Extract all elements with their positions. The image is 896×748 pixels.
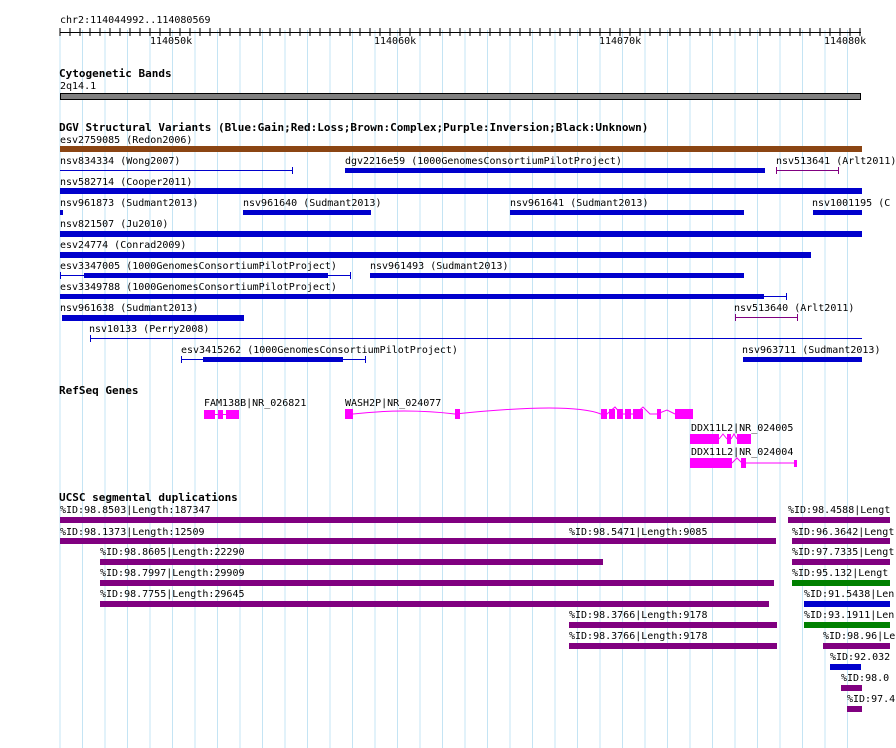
variant-line[interactable] xyxy=(90,338,862,339)
variant-bar[interactable] xyxy=(370,273,744,278)
variant-bar[interactable] xyxy=(60,252,811,258)
segdup-label[interactable]: %ID:98.8605|Length:22290 xyxy=(100,547,245,558)
variant-end-tick xyxy=(776,167,777,174)
variant-bar[interactable] xyxy=(60,294,764,299)
segdup-label[interactable]: %ID:91.5438|Len xyxy=(804,589,895,600)
variant-label[interactable]: nsv961641 (Sudmant2013) xyxy=(510,198,649,209)
ruler-tick-label: 114080k xyxy=(824,36,867,47)
segdup-label[interactable]: %ID:98.7755|Length:29645 xyxy=(100,589,245,600)
gene-exon[interactable] xyxy=(657,409,661,419)
segdup-label[interactable]: %ID:95.132|Lengt xyxy=(792,568,889,579)
variant-label[interactable]: nsv513641 (Arlt2011) xyxy=(776,156,896,167)
variant-label[interactable]: esv24774 (Conrad2009) xyxy=(60,240,187,251)
segdup-bar[interactable] xyxy=(792,580,890,586)
segdup-bar[interactable] xyxy=(788,517,890,523)
segdup-bar[interactable] xyxy=(60,517,776,523)
variant-end-tick xyxy=(786,293,787,300)
variant-bar[interactable] xyxy=(510,210,744,215)
segdup-bar[interactable] xyxy=(60,538,776,544)
segdup-label[interactable]: %ID:97.4 xyxy=(847,694,896,705)
variant-label[interactable]: esv3347005 (1000GenomesConsortiumPilotProject) xyxy=(60,261,337,272)
variant-bar[interactable] xyxy=(60,231,862,237)
segdup-label[interactable]: %ID:98.1373|Length:12509 xyxy=(60,527,205,538)
variant-line[interactable] xyxy=(735,317,798,318)
variant-label[interactable]: nsv10133 (Perry2008) xyxy=(89,324,210,335)
gene-exon[interactable] xyxy=(794,460,797,467)
variant-bar[interactable] xyxy=(84,273,328,278)
variant-label[interactable]: nsv834334 (Wong2007) xyxy=(60,156,181,167)
variant-label[interactable]: nsv582714 (Cooper2011) xyxy=(60,177,193,188)
segdup-label[interactable]: %ID:98.96|Le xyxy=(823,631,896,642)
segdup-label[interactable]: %ID:98.3766|Length:9178 xyxy=(569,631,708,642)
variant-bar[interactable] xyxy=(813,210,862,215)
ruler-line xyxy=(60,32,861,33)
variant-end-tick xyxy=(90,335,91,342)
variant-label[interactable]: nsv961873 (Sudmant2013) xyxy=(60,198,199,209)
cytoband-track-title[interactable]: Cytogenetic Bands xyxy=(59,67,172,80)
variant-label[interactable]: nsv1001195 (C xyxy=(812,198,891,209)
gene-exon[interactable] xyxy=(601,409,607,419)
segdup-bar[interactable] xyxy=(792,538,890,544)
segdup-bar[interactable] xyxy=(569,643,777,649)
gene-label[interactable]: WASH2P|NR_024077 xyxy=(345,398,442,409)
gene-exon[interactable] xyxy=(625,409,631,419)
segdup-label[interactable]: %ID:98.0 xyxy=(841,673,890,684)
variant-label[interactable]: esv3415262 (1000GenomesConsortiumPilotProject) xyxy=(181,345,458,356)
cytoband-bar[interactable] xyxy=(60,93,861,100)
segdup-bar[interactable] xyxy=(100,559,603,565)
variant-label[interactable]: dgv2216e59 (1000GenomesConsortiumPilotProject) xyxy=(345,156,622,167)
variant-bar[interactable] xyxy=(243,210,371,215)
variant-end-tick xyxy=(365,356,366,363)
gene-exon[interactable] xyxy=(455,409,460,419)
segdup-bar[interactable] xyxy=(569,622,777,628)
variant-bar[interactable] xyxy=(203,357,343,362)
cytoband-label: 2q14.1 xyxy=(60,81,97,92)
gene-exon[interactable] xyxy=(617,409,623,419)
segdup-label[interactable]: %ID:93.1911|Len xyxy=(804,610,895,621)
variant-bar[interactable] xyxy=(60,210,63,215)
segdup-label[interactable]: %ID:98.7997|Length:29909 xyxy=(100,568,245,579)
variant-line[interactable] xyxy=(60,170,292,171)
gene-exon[interactable] xyxy=(741,458,746,468)
variant-bar[interactable] xyxy=(62,315,244,321)
variant-label[interactable]: nsv963711 (Sudmant2013) xyxy=(742,345,881,356)
ruler-tick-label: 114070k xyxy=(599,36,642,47)
segdup-bar[interactable] xyxy=(830,664,861,670)
segdup-label[interactable]: %ID:98.4588|Lengt xyxy=(788,505,891,516)
variant-label[interactable]: nsv821507 (Ju2010) xyxy=(60,219,169,230)
variant-bar[interactable] xyxy=(60,146,862,152)
gene-exon[interactable] xyxy=(204,410,215,419)
variant-label[interactable]: nsv961640 (Sudmant2013) xyxy=(243,198,382,209)
segdup-bar[interactable] xyxy=(804,622,890,628)
gene-label[interactable]: DDX11L2|NR_024005 xyxy=(691,423,794,434)
dgv-track-title[interactable]: DGV Structural Variants (Blue:Gain;Red:Loss;Brown:Complex;Purple:Inversion;Black:Unknown) xyxy=(59,121,649,134)
ruler-tick-label: 114050k xyxy=(150,36,193,47)
gene-exon[interactable] xyxy=(727,434,731,444)
variant-label[interactable]: nsv961638 (Sudmant2013) xyxy=(60,303,199,314)
variant-bar[interactable] xyxy=(743,357,862,362)
gene-exon[interactable] xyxy=(690,458,732,468)
variant-label[interactable]: nsv513640 (Arlt2011) xyxy=(734,303,855,314)
variant-end-tick xyxy=(735,314,736,321)
segdup-bar[interactable] xyxy=(100,601,769,607)
segdup-bar[interactable] xyxy=(804,601,890,607)
variant-end-tick xyxy=(181,356,182,363)
variant-label[interactable]: nsv961493 (Sudmant2013) xyxy=(370,261,509,272)
gene-exon[interactable] xyxy=(737,434,751,444)
gene-label[interactable]: DDX11L2|NR_024004 xyxy=(691,447,794,458)
variant-label[interactable]: esv3349788 (1000GenomesConsortiumPilotProject) xyxy=(60,282,337,293)
gene-exon[interactable] xyxy=(609,409,615,419)
segdup-label[interactable]: %ID:92.032 xyxy=(830,652,891,663)
gene-label[interactable]: FAM138B|NR_026821 xyxy=(204,398,307,409)
variant-end-tick xyxy=(797,314,798,321)
variant-bar[interactable] xyxy=(345,168,765,173)
gene-exon[interactable] xyxy=(690,434,719,444)
gene-exon[interactable] xyxy=(226,410,239,419)
variant-end-tick xyxy=(60,272,61,279)
gene-exon[interactable] xyxy=(218,410,223,419)
variant-line[interactable] xyxy=(776,170,838,171)
segdup-bar[interactable] xyxy=(100,580,774,586)
variant-bar[interactable] xyxy=(60,188,862,194)
variant-end-tick xyxy=(838,167,839,174)
segdup-bar[interactable] xyxy=(841,685,862,691)
segdup-label[interactable]: %ID:96.3642|Lengt xyxy=(792,527,895,538)
ruler-position: chr2:114044992..114080569 xyxy=(60,15,211,26)
segdup-label[interactable]: %ID:97.7335|Lengt xyxy=(792,547,895,558)
variant-end-tick xyxy=(292,167,293,174)
segdup-bar[interactable] xyxy=(823,643,890,649)
variant-end-tick xyxy=(350,272,351,279)
segdup-bar[interactable] xyxy=(792,559,890,565)
segdup-track-title[interactable]: UCSC segmental duplications xyxy=(59,491,238,504)
segdup-label[interactable]: %ID:98.8503|Length:187347 xyxy=(60,505,211,516)
refseq-track-title[interactable]: RefSeq Genes xyxy=(59,384,139,397)
gene-exon[interactable] xyxy=(345,409,353,419)
variant-label[interactable]: esv2759085 (Redon2006) xyxy=(60,135,193,146)
gene-exon[interactable] xyxy=(675,409,693,419)
gene-exon[interactable] xyxy=(633,409,643,419)
ruler-tick-label: 114060k xyxy=(374,36,417,47)
segdup-label[interactable]: %ID:98.5471|Length:9085 xyxy=(569,527,708,538)
segdup-label[interactable]: %ID:98.3766|Length:9178 xyxy=(569,610,708,621)
segdup-bar[interactable] xyxy=(847,706,862,712)
